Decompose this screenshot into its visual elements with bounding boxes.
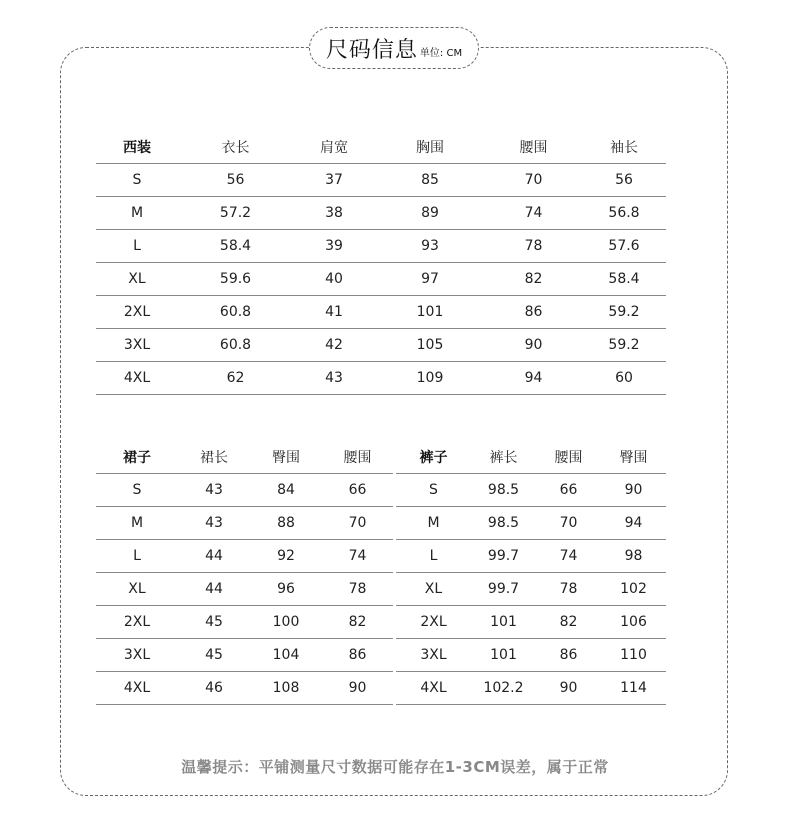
table-cell: 59.2 [582, 296, 666, 329]
header-cell: 裤子 [396, 441, 471, 474]
table-cell: 99.7 [471, 573, 536, 606]
table-cell: 89 [375, 197, 485, 230]
table-cell: 90 [536, 672, 601, 705]
table-cell: 86 [322, 639, 393, 672]
table-cell: 102 [601, 573, 666, 606]
table-row [96, 329, 666, 362]
table-cell: 98 [601, 540, 666, 573]
size-cell: 4XL [396, 672, 471, 705]
size-cell: S [396, 474, 471, 507]
page-title: 尺码信息 [325, 37, 418, 63]
table-row [96, 573, 393, 606]
table-row [396, 606, 666, 639]
table-cell: 102.2 [471, 672, 536, 705]
table-cell: 85 [375, 164, 485, 197]
table-header-row [396, 441, 666, 474]
table-cell: 58.4 [178, 230, 293, 263]
table-cell: 57.6 [582, 230, 666, 263]
table-cell: 70 [536, 507, 601, 540]
table-cell: 45 [178, 606, 250, 639]
table-cell: 93 [375, 230, 485, 263]
table-cell: 96 [250, 573, 322, 606]
table-cell: 101 [471, 639, 536, 672]
table-cell: 108 [250, 672, 322, 705]
size-cell: M [396, 507, 471, 540]
header-cell: 腰围 [322, 441, 393, 474]
table-row [96, 639, 393, 672]
suit-size-table [96, 131, 666, 395]
table-cell: 66 [322, 474, 393, 507]
header-cell: 腰围 [485, 131, 582, 164]
table-row [396, 507, 666, 540]
table-cell: 90 [322, 672, 393, 705]
table-cell: 86 [485, 296, 582, 329]
table-cell: 45 [178, 639, 250, 672]
table-row [96, 230, 666, 263]
size-cell: L [96, 540, 178, 573]
table-cell: 99.7 [471, 540, 536, 573]
table-cell: 97 [375, 263, 485, 296]
table-cell: 58.4 [582, 263, 666, 296]
table-row [96, 197, 666, 230]
table-cell: 44 [178, 573, 250, 606]
table-row [96, 263, 666, 296]
skirt-size-table [96, 441, 393, 705]
table-row [96, 507, 393, 540]
table-cell: 56.8 [582, 197, 666, 230]
header-cell: 臀围 [250, 441, 322, 474]
size-cell: 3XL [96, 639, 178, 672]
table-row [96, 540, 393, 573]
header-cell: 胸围 [375, 131, 485, 164]
table-cell: 60.8 [178, 296, 293, 329]
table-cell: 70 [322, 507, 393, 540]
table-cell: 92 [250, 540, 322, 573]
table-row [396, 672, 666, 705]
table-cell: 57.2 [178, 197, 293, 230]
table-cell: 56 [178, 164, 293, 197]
table-cell: 44 [178, 540, 250, 573]
table-cell: 110 [601, 639, 666, 672]
table-cell: 59.6 [178, 263, 293, 296]
table-cell: 86 [536, 639, 601, 672]
table-cell: 101 [471, 606, 536, 639]
header-cell: 西装 [96, 131, 178, 164]
table-cell: 39 [293, 230, 375, 263]
table-cell: 59.2 [582, 329, 666, 362]
size-cell: 2XL [96, 296, 178, 329]
measurement-note: 温馨提示：平铺测量尺寸数据可能存在1-3CM误差，属于正常 [181, 758, 609, 776]
table-row [396, 639, 666, 672]
header-cell: 裙子 [96, 441, 178, 474]
table-row [96, 296, 666, 329]
table-row [96, 606, 393, 639]
table-row [396, 474, 666, 507]
size-cell: XL [396, 573, 471, 606]
table-cell: 66 [536, 474, 601, 507]
table-cell: 105 [375, 329, 485, 362]
header-cell: 腰围 [536, 441, 601, 474]
table-row [96, 164, 666, 197]
table-header-row [96, 441, 393, 474]
table-cell: 78 [485, 230, 582, 263]
size-cell: M [96, 197, 178, 230]
pants-size-table [396, 441, 666, 705]
table-row [96, 474, 393, 507]
size-cell: 4XL [96, 672, 178, 705]
size-cell: XL [96, 263, 178, 296]
table-cell: 114 [601, 672, 666, 705]
table-cell: 74 [322, 540, 393, 573]
table-cell: 38 [293, 197, 375, 230]
table-cell: 74 [485, 197, 582, 230]
table-cell: 78 [536, 573, 601, 606]
header-cell: 臀围 [601, 441, 666, 474]
table-cell: 82 [536, 606, 601, 639]
table-row [96, 362, 666, 395]
header-cell: 袖长 [582, 131, 666, 164]
header-cell: 肩宽 [293, 131, 375, 164]
table-cell: 78 [322, 573, 393, 606]
title-badge [309, 27, 479, 69]
table-cell: 82 [322, 606, 393, 639]
table-cell: 46 [178, 672, 250, 705]
table-cell: 40 [293, 263, 375, 296]
size-cell: L [396, 540, 471, 573]
header-cell: 衣长 [178, 131, 293, 164]
size-cell: S [96, 164, 178, 197]
size-cell: 2XL [396, 606, 471, 639]
table-row [96, 672, 393, 705]
size-cell: 2XL [96, 606, 178, 639]
size-cell: 3XL [396, 639, 471, 672]
table-cell: 82 [485, 263, 582, 296]
header-cell: 裤长 [471, 441, 536, 474]
table-cell: 70 [485, 164, 582, 197]
table-row [396, 540, 666, 573]
table-cell: 84 [250, 474, 322, 507]
table-cell: 90 [601, 474, 666, 507]
table-cell: 62 [178, 362, 293, 395]
table-cell: 98.5 [471, 507, 536, 540]
size-cell: XL [96, 573, 178, 606]
table-cell: 43 [178, 474, 250, 507]
table-cell: 94 [601, 507, 666, 540]
table-cell: 101 [375, 296, 485, 329]
table-cell: 42 [293, 329, 375, 362]
table-cell: 88 [250, 507, 322, 540]
table-cell: 109 [375, 362, 485, 395]
table-cell: 98.5 [471, 474, 536, 507]
table-cell: 104 [250, 639, 322, 672]
size-cell: M [96, 507, 178, 540]
table-row [396, 573, 666, 606]
table-cell: 56 [582, 164, 666, 197]
table-cell: 100 [250, 606, 322, 639]
table-cell: 41 [293, 296, 375, 329]
table-cell: 60.8 [178, 329, 293, 362]
header-cell: 裙长 [178, 441, 250, 474]
table-cell: 90 [485, 329, 582, 362]
size-cell: L [96, 230, 178, 263]
table-header-row [96, 131, 666, 164]
table-cell: 94 [485, 362, 582, 395]
size-cell: 4XL [96, 362, 178, 395]
size-cell: 3XL [96, 329, 178, 362]
size-cell: S [96, 474, 178, 507]
table-cell: 43 [293, 362, 375, 395]
table-cell: 37 [293, 164, 375, 197]
table-cell: 106 [601, 606, 666, 639]
table-cell: 74 [536, 540, 601, 573]
table-cell: 43 [178, 507, 250, 540]
unit-label: 单位: CM [419, 47, 463, 59]
table-cell: 60 [582, 362, 666, 395]
